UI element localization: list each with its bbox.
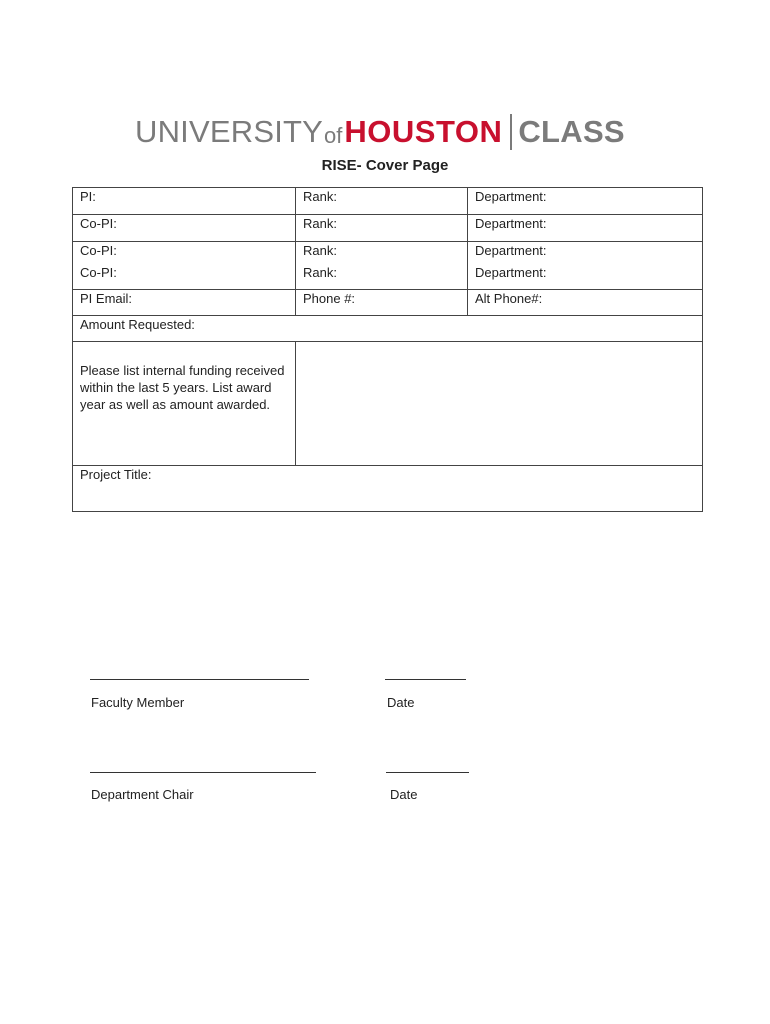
logo-university-text: UNIVERSITY — [135, 114, 324, 149]
department-label: Department: — [475, 216, 547, 231]
phone-label: Phone #: — [303, 291, 356, 306]
copi-row-2-3 — [73, 242, 703, 290]
pi-email-label: PI Email: — [80, 291, 133, 306]
rank-label: Rank: — [303, 216, 337, 231]
copi-1-field[interactable] — [73, 215, 296, 242]
funding-prompt-cell — [73, 342, 296, 466]
rank-label: Rank: — [303, 265, 337, 280]
department-label: Department: — [475, 189, 547, 204]
amount-row — [73, 316, 703, 342]
department-label: Department: — [475, 265, 547, 280]
contact-row — [73, 290, 703, 316]
department-chair-label: Department Chair — [91, 787, 194, 802]
faculty-date-line[interactable] — [385, 679, 466, 680]
logo-houston-text: HOUSTON — [344, 114, 503, 149]
funding-answer-field[interactable] — [296, 342, 703, 466]
cover-page-form — [72, 187, 703, 512]
copi-1-rank-field[interactable] — [296, 215, 468, 242]
pi-email-field[interactable] — [73, 290, 296, 316]
rank-label: Rank: — [303, 243, 337, 258]
faculty-signature-line[interactable] — [90, 679, 309, 680]
logo-class-text: CLASS — [518, 114, 625, 149]
funding-row — [73, 342, 703, 466]
amount-requested-label: Amount Requested: — [80, 317, 195, 332]
copi-1-department-field[interactable] — [468, 215, 703, 242]
chair-date-line[interactable] — [386, 772, 469, 773]
chair-signature-line[interactable] — [90, 772, 316, 773]
copi-2-3-department-field[interactable] — [468, 242, 703, 290]
copi-2-3-rank-field[interactable] — [296, 242, 468, 290]
pi-rank-field[interactable] — [296, 188, 468, 215]
university-of-houston-class-logo — [135, 112, 625, 152]
project-title-field[interactable] — [73, 466, 703, 512]
logo-divider — [510, 114, 512, 150]
chair-date-label: Date — [390, 787, 418, 802]
funding-prompt: Please list internal funding received within the last 5 years. List award year as well as amount awarded. — [80, 363, 285, 412]
project-title-label: Project Title: — [80, 467, 152, 482]
copi-label: Co-PI: — [80, 243, 117, 258]
phone-field[interactable] — [296, 290, 468, 316]
pi-label: PI: — [80, 189, 96, 204]
page-title: RISE- Cover Page — [321, 157, 449, 174]
alt-phone-field[interactable] — [468, 290, 703, 316]
copi-2-3-field[interactable] — [73, 242, 296, 290]
amount-requested-field[interactable] — [73, 316, 703, 342]
faculty-member-label: Faculty Member — [91, 695, 185, 710]
rank-label: Rank: — [303, 189, 337, 204]
pi-department-field[interactable] — [468, 188, 703, 215]
faculty-date-label: Date — [387, 695, 415, 710]
logo-of-text: of — [324, 123, 343, 148]
copi-label: Co-PI: — [80, 216, 117, 231]
project-title-row — [73, 466, 703, 512]
copi-row-1 — [73, 215, 703, 242]
pi-row — [73, 188, 703, 215]
pi-field[interactable] — [73, 188, 296, 215]
alt-phone-label: Alt Phone#: — [475, 291, 543, 306]
department-label: Department: — [475, 243, 547, 258]
copi-label: Co-PI: — [80, 265, 117, 280]
